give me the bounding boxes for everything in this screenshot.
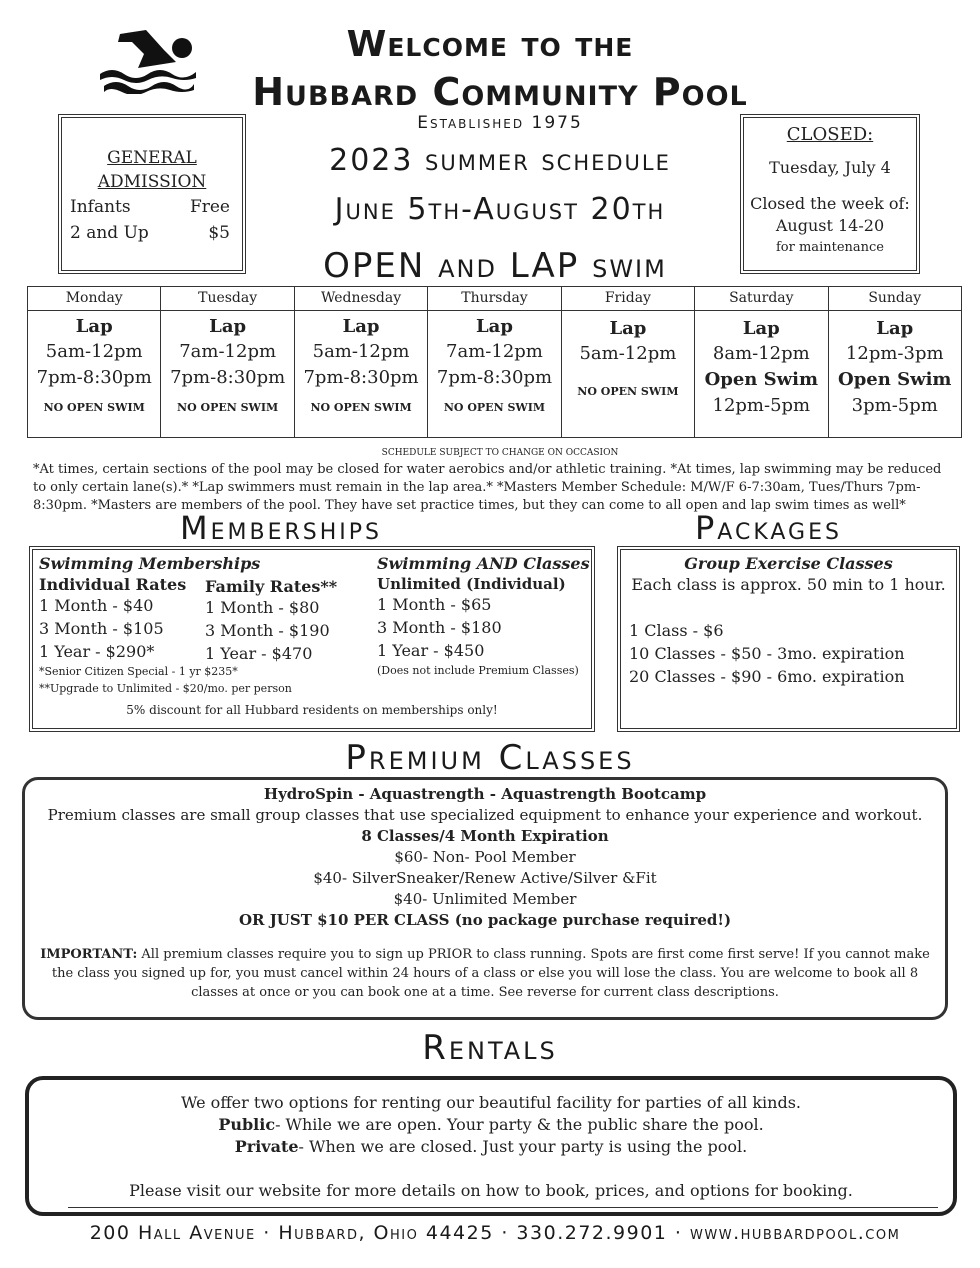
rentals-private: Private- When we are closed. Just your party is using the pool.	[234, 1137, 748, 1156]
admission-row: 2 and Up $5	[70, 223, 230, 243]
page-title: Hubbard Community Pool	[252, 70, 748, 114]
premium-price: $40- SilverSneaker/Renew Active/Silver &Fit	[313, 869, 657, 887]
premium-per-class: OR JUST $10 PER CLASS (no package purchase required!)	[238, 911, 732, 929]
established: Established 1975	[417, 113, 583, 133]
premium-price: $40- Unlimited Member	[393, 890, 577, 908]
day-monday: Monday Lap 5am-12pm 7pm-8:30pm NO OPEN SWIM	[28, 287, 161, 437]
individual-rates: Swimming Memberships Individual Rates 1 Month - $40 3 Month - $105 1 Year - $290* *Senior Citizen Special - 1 yr $235* **Upgrade to Unlimited - $20/mo. per person	[39, 554, 292, 695]
header-line1: Welcome to the	[346, 24, 634, 65]
day-friday: Friday Lap 5am-12pm NO OPEN SWIM	[562, 287, 695, 437]
premium-package: 8 Classes/4 Month Expiration	[361, 827, 609, 845]
admission-box	[58, 114, 246, 274]
open-lap-title: OPEN and LAP swim	[323, 246, 667, 286]
divider	[68, 1207, 938, 1208]
admission-row: Infants Free	[70, 197, 230, 217]
rentals-public: Public- While we are open. Your party & the public share the pool.	[218, 1115, 764, 1134]
packages-title: Packages	[695, 509, 842, 547]
package-item: 10 Classes - $50 - 3mo. expiration	[629, 644, 905, 663]
premium-desc: Premium classes are small group classes that use specialized equipment to enhance your experience and workout.	[47, 806, 923, 824]
closed-week-dates: August 14-20	[775, 216, 885, 235]
packages-box	[617, 546, 960, 732]
closed-week-label: Closed the week of:	[750, 194, 910, 213]
rentals-title: Rentals	[422, 1028, 558, 1068]
footer-contact: 200 Hall Avenue · Hubbard, Ohio 44425 · 330.272.9901 · www.hubbardpool.com	[89, 1222, 901, 1244]
closed-reason: for maintenance	[776, 240, 884, 255]
memberships-box	[29, 546, 595, 732]
schedule-dates: June 5th-August 20th	[334, 192, 666, 227]
schedule-title: 2023 summer schedule	[329, 143, 671, 178]
schedule-table	[27, 286, 962, 438]
day-sunday: Sunday Lap 12pm-3pm Open Swim 3pm-5pm	[829, 287, 961, 437]
premium-box	[22, 777, 948, 1020]
premium-important: IMPORTANT: All premium classes require you to sign up PRIOR to class running. Spots are first come first serve! If you cannot make the class you signed up for, you must cancel within 24 hours of a class or else you will lose the class. You are welcome to book all 8 classes at once or you can book one at a time. See reverse for current class descriptions.	[40, 947, 930, 1000]
packages-heading: Group Exercise Classes	[684, 554, 893, 573]
closed-box	[740, 114, 920, 274]
admission-heading: GENERAL ADMISSION	[97, 148, 207, 192]
packages-desc: Each class is approx. 50 min to 1 hour.	[631, 575, 946, 594]
package-item: 20 Classes - $90 - 6mo. expiration	[629, 667, 905, 686]
premium-title: Premium Classes	[345, 738, 635, 778]
premium-price: $60- Non- Pool Member	[394, 848, 576, 866]
discount-note: 5% discount for all Hubbard residents on memberships only!	[126, 703, 498, 717]
classes-rates: Swimming AND Classes Unlimited (Individual) 1 Month - $65 3 Month - $180 1 Year - $450 (Does not include Premium Classes)	[377, 554, 590, 677]
family-rates: Family Rates** 1 Month - $80 3 Month - $190 1 Year - $470	[205, 577, 338, 663]
premium-classes: HydroSpin - Aquastrength - Aquastrength Bootcamp	[263, 785, 707, 803]
day-tuesday: Tuesday Lap 7am-12pm 7pm-8:30pm NO OPEN SWIM	[161, 287, 294, 437]
package-item: 1 Class - $6	[629, 621, 724, 640]
memberships-title: Memberships	[180, 509, 382, 547]
rentals-intro: We offer two options for renting our beautiful facility for parties of all kinds.	[180, 1093, 801, 1112]
schedule-change-note: SCHEDULE SUBJECT TO CHANGE ON OCCASION	[381, 448, 619, 458]
closed-heading: CLOSED:	[786, 124, 874, 145]
schedule-fine-print: *At times, certain sections of the pool may be closed for water aerobics and/or athletic training. *At times, lap swimming may be reduced to only certain lane(s).* *Lap swimmers must remain in the lap area.* *Masters Member Schedule: M/W/F 6-7:30am, Tues/Thurs 7pm-8:30pm. *Masters are members of the pool. They have set practice times, but they can come to all open and lap swim times as well*	[33, 462, 942, 513]
day-saturday: Saturday Lap 8am-12pm Open Swim 12pm-5pm	[695, 287, 828, 437]
closed-date: Tuesday, July 4	[769, 158, 891, 177]
day-wednesday: Wednesday Lap 5am-12pm 7pm-8:30pm NO OPEN SWIM	[295, 287, 428, 437]
rentals-website-note: Please visit our website for more details on how to book, prices, and options for booking.	[129, 1181, 853, 1200]
day-thursday: Thursday Lap 7am-12pm 7pm-8:30pm NO OPEN SWIM	[428, 287, 561, 437]
rentals-box	[25, 1076, 957, 1216]
